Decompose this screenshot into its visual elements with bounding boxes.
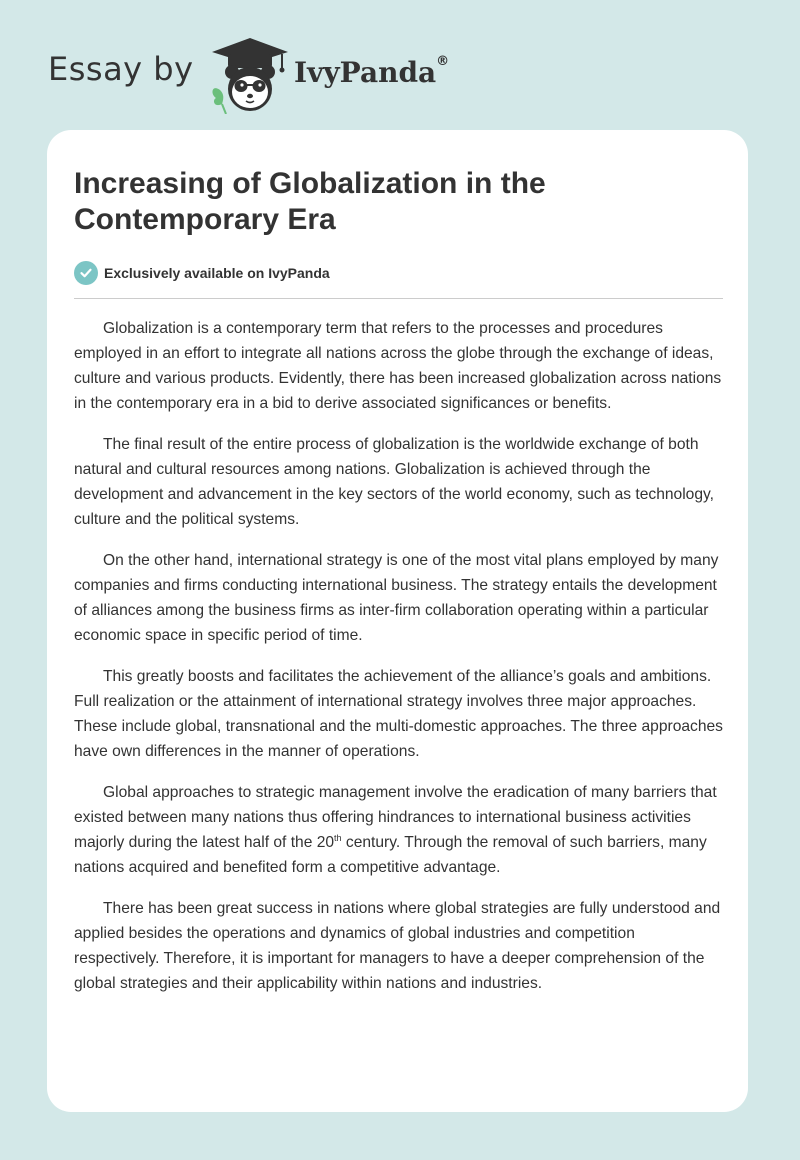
paragraph-text: Global approaches to strategic management involve the eradication of many barriers that existed between many nations thus offering hindrances to international business activities majorly during the latest half of the 20 [74,784,717,851]
brand-name[interactable] [294,56,449,89]
paragraph [74,780,723,880]
essay-by-label: Essay by [48,50,194,88]
divider [74,298,723,299]
essay-content [74,166,723,1012]
paragraph-text: century. Through the removal of such barriers, many nations acquired and benefited form a competitive advantage. [74,834,707,876]
paragraph: The final result of the entire process of globalization is the worldwide exchange of both natural and cultural resources among nations. Globalization is achieved through the development and advancement in the key sectors of the world economy, such as technology, culture and the political systems. [74,436,714,528]
check-icon [74,261,98,285]
essay-body [74,316,723,996]
paragraph: This greatly boosts and facilitates the achievement of the alliance’s goals and ambitions. Full realization or the attainment of international strategy involves three major approaches. These include global, transnational and the multi-domestic approaches. The three approaches have own differences in the manner of operations. [74,668,723,760]
ivypanda-logo-icon[interactable] [202,34,298,114]
brand-name-text: IvyPanda [294,56,437,89]
essay-card [47,130,748,1112]
site-header [48,28,528,118]
exclusive-badge [74,260,723,286]
ordinal-suffix: th [334,832,342,843]
exclusive-label: Exclusively available on IvyPanda [104,265,330,281]
paragraph: Globalization is a contemporary term that refers to the processes and procedures employed in an effort to integrate all nations across the globe through the exchange of ideas, culture and various products. Evidently, there has been increased globalization across nations in the contemporary era in a bid to derive associated significances or benefits. [74,320,722,412]
essay-title: Increasing of Globalization in the Contemporary Era [74,167,546,236]
paragraph: There has been great success in nations where global strategies are fully understood and applied besides the operations and dynamics of global industries and competition respectively. Therefore, it is important for managers to have a deeper comprehension of the global strategies and their applicability within nations and industries. [74,900,721,992]
paragraph: On the other hand, international strategy is one of the most vital plans employed by many companies and firms conducting international business. The strategy entails the development of alliances among the business firms as inter-firm collaboration operating within a particular economic space in specific period of time. [74,552,719,644]
registered-mark: ® [436,54,450,69]
